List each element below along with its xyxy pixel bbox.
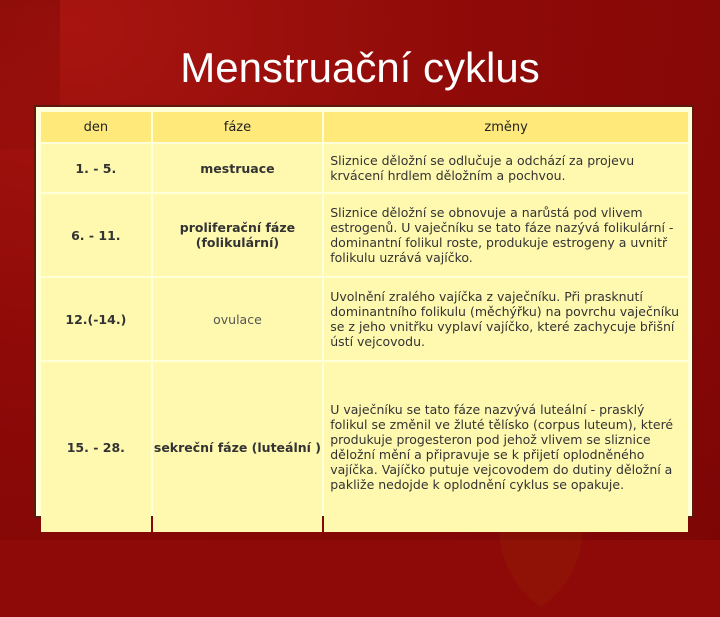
cell-den: 12.(-14.) <box>41 278 151 360</box>
cell-zmeny: Sliznice děložní se odlučuje a odchází za projevu krvácení hrdlem děložním a pochvou. <box>324 144 688 192</box>
cell-zmeny: U vaječníku se tato fáze nazvývá luteální - prasklý folikul se změnil ve žluté tělísko (corpus luteum), které produkuje progesteron pod jehož vlivem se sliznice děložní mění a připravuje se k přijetí oplodněného vajíčka. Vajíčko putuje vejcovodem do dutiny děložní a pakliže nedojde k oplodnění cyklus se opakuje. <box>324 362 688 532</box>
menstrual-cycle-table <box>39 110 690 534</box>
table-row <box>41 278 688 360</box>
cycle-table-frame <box>34 105 694 518</box>
cell-zmeny: Sliznice děložní se obnovuje a narůstá pod vlivem estrogenů. U vaječníku se tato fáze nazývá folikulární - dominantní folikul roste, produkuje estrogeny a uvnitř folikulu uzrává vajíčko. <box>324 194 688 276</box>
header-zmeny: změny <box>324 112 688 142</box>
cell-zmeny: Uvolnění zralého vajíčka z vaječníku. Při prasknutí dominantního folikulu (měchýřku) na povrchu vaječníku se z jeho vnitřku vyplaví vajíčko, které zachycuje břišní ústí vejcovodu. <box>324 278 688 360</box>
cell-den: 6. - 11. <box>41 194 151 276</box>
table-row <box>41 144 688 192</box>
cell-den: 1. - 5. <box>41 144 151 192</box>
cell-faze: sekreční fáze (luteální ) <box>153 362 323 532</box>
table-row <box>41 362 688 532</box>
cell-faze: mestruace <box>153 144 323 192</box>
header-faze: fáze <box>153 112 323 142</box>
cell-faze: proliferační fáze (folikulární) <box>153 194 323 276</box>
cell-faze: ovulace <box>153 278 323 360</box>
slide-title: Menstruační cyklus <box>180 44 540 91</box>
cell-den: 15. - 28. <box>41 362 151 532</box>
table-row <box>41 194 688 276</box>
table-header-row <box>41 112 688 142</box>
header-den: den <box>41 112 151 142</box>
